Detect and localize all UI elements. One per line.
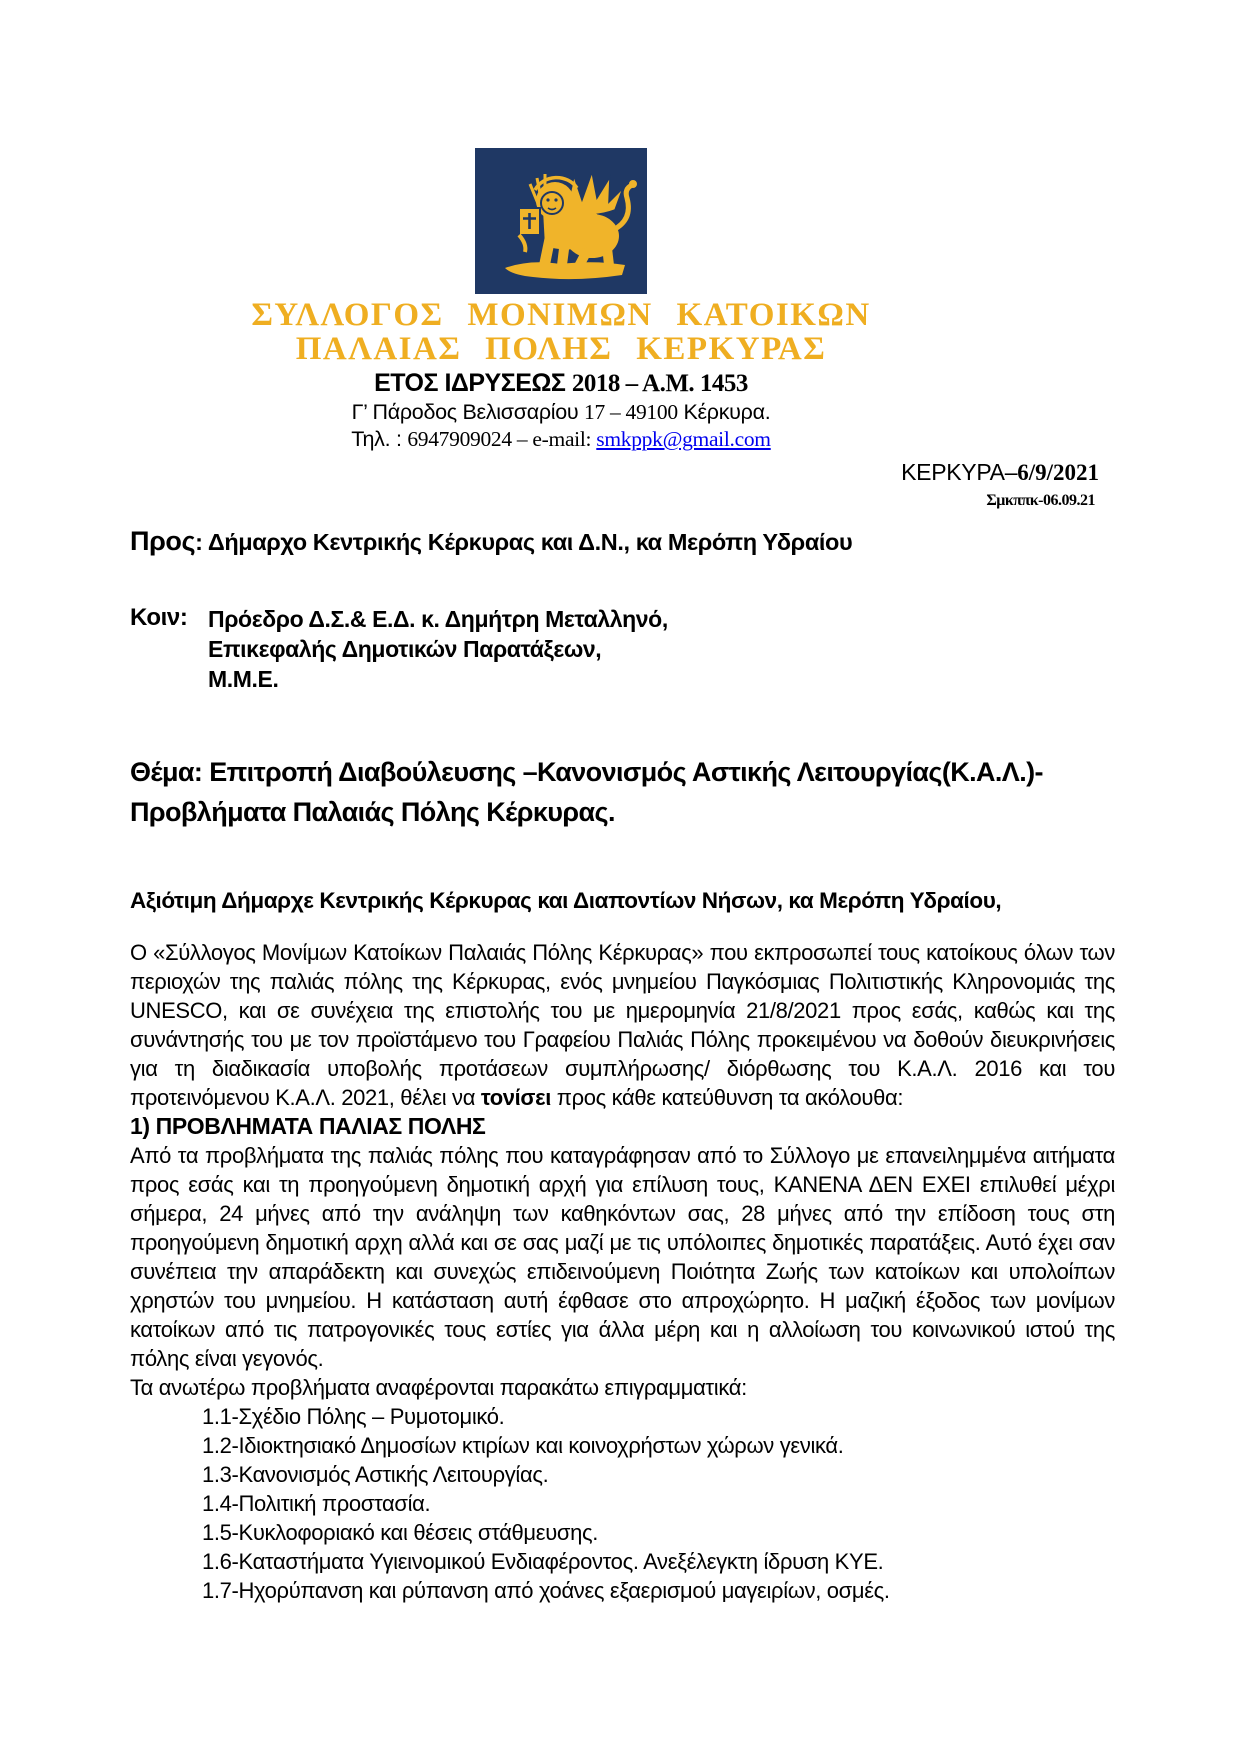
venetian-lion-flag-icon — [475, 148, 647, 294]
cc-line: Μ.Μ.Ε. — [208, 666, 279, 692]
list-item: 1.2-Ιδιοκτησιακό Δημοσίων κτιρίων και κοινοχρήστων χώρων γενικά. — [202, 1433, 844, 1458]
cc-values — [208, 604, 668, 694]
dateline — [130, 457, 1115, 491]
cc-line: Επικεφαλής Δημοτικών Παρατάξεων, — [208, 636, 602, 662]
founding-label: ΕΤΟΣ ΙΔΡΥΣΕΩΣ — [374, 369, 572, 397]
date-place: ΚΕΡΚΥΡΑ– — [901, 459, 1018, 485]
org-name-line2: ΠΑΛΑΙΑΣ ΠΟΛΗΣ ΚΕΡΚΥΡΑΣ — [295, 331, 827, 367]
body-paragraph-3: Τα ανωτέρω προβλήματα αναφέρονται παρακάτω επιγραμματικά: — [130, 1375, 747, 1400]
subject-heading: Θέμα: Επιτροπή Διαβούλευσης –Κανονισμός Αστικής Λειτουργίας(Κ.Α.Λ.)- Προβλήματα Παλαιάς Πόλης Κέρκυρας. — [130, 757, 1043, 827]
body-paragraph-2: Από τα προβλήματα της παλιάς πόλης που καταγράφησαν από το Σύλλογο με επανειλημμένα αιτήματα προς εσάς και τη προηγούμενη δημοτική αρχή για επίλυση τους, ΚΑΝΕΝΑ ΔΕΝ ΕΧΕΙ επιλυθεί μέχρι σήμερα, 24 μήνες από την ανάληψη των καθηκόντων σας, 28 μήνες από την επίδοση τους στη προηγούμενη δημοτική αρχη αλλά και σε σας μαζί με τις υπόλοιπες δημοτικές παρατάξεις. Αυτό έχει σαν συνέπεια την απαράδεκτη και συνεχώς επιδεινούμενη Ποιότητα Ζωής των κατοίκων και υπολοίπων χρηστών του μνημείου. Η κατάσταση αυτή έφθασε στο απροχώρητο. Η μαζική έξοδος των μονίμων κατοίκων από τις πατρογονικές τους εστίες για άλλα μέρη και η αλλοίωση του κοινωνικού ιστού της πόλης είναι γεγονός. — [130, 1143, 1115, 1371]
address-city: Κέρκυρα. — [677, 400, 771, 424]
paragraph-text: Ο «Σύλλογος Μονίμων Κατοίκων Παλαιάς Πόλης Κέρκυρας» που εκπροσωπεί τους κατοίκους όλων των περιοχών της παλιάς πόλης της Κέρκυρας, ενός μνημείου Παγκόσμιας Πολιτιστικής Κληρονομιάς της UNESCO, και σε συνέχεια της επιστολής του με ημερομηνία 21/8/2021 προς εσάς, καθώς και της συνάντησής του με τον προϊστάμενο του Γραφείου Παλιάς Πόλης προκειμένου να δοθούν διευκρινήσεις για τη διαδικασία υποβολής προτάσεων συμπλήρωσης/ διόρθωσης του Κ.Α.Λ. 2016 και του προτεινόμενου Κ.Α.Λ. 2021, θέλει να — [130, 940, 1115, 1110]
phone-number: 6947909024 – e-mail: — [407, 427, 597, 451]
list-item: 1.4-Πολιτική προστασία. — [202, 1491, 431, 1516]
phone-label: Τηλ. : — [351, 427, 408, 451]
email-link[interactable]: smkppk@gmail.com — [596, 427, 771, 451]
list-item: 1.1-Σχέδιο Πόλης – Ρυμοτομικό. — [202, 1404, 505, 1429]
address-line — [130, 399, 992, 426]
section-1-heading: 1) ΠΡΟΒΛΗΜΑΤΑ ΠΑΛΙΑΣ ΠΟΛΗΣ — [130, 1113, 486, 1139]
list-item: 1.3-Κανονισμός Αστικής Λειτουργίας. — [202, 1462, 549, 1487]
list-item: 1.7-Ηχορύπανση και ρύπανση από χοάνες εξαερισμού μαγειρίων, οσμές. — [202, 1578, 890, 1603]
org-name-line1: ΣΥΛΛΟΓΟΣ ΜΟΝΙΜΩΝ ΚΑΤΟΙΚΩΝ — [251, 297, 871, 333]
paragraph-text: προς κάθε κατεύθυνση τα ακόλουθα: — [551, 1085, 904, 1110]
contact-line — [130, 426, 992, 453]
founding-number: 2018 – Α.Μ. 1453 — [571, 370, 748, 397]
body-paragraph-1 — [130, 938, 1115, 1112]
recipient-to-line — [130, 523, 1115, 564]
address-number: 17 – 49100 — [584, 400, 678, 424]
address-street: Γ’ Πάροδος Βελισσαρίου — [351, 400, 585, 424]
cc-block — [130, 604, 1115, 694]
reference-line: Σμκππκ-06.09.21 — [986, 492, 1095, 509]
list-item: 1.5-Κυκλοφοριακό και θέσεις στάθμευσης. — [202, 1520, 599, 1545]
problems-list — [130, 1402, 1115, 1605]
date-value: 6/9/2021 — [1017, 460, 1099, 485]
cc-label: Κοιν: — [130, 604, 188, 631]
to-label: Προς — [130, 526, 196, 556]
letterhead — [130, 148, 992, 453]
founding-year-line — [130, 368, 992, 399]
cc-line: Πρόεδρο Δ.Σ.& Ε.Δ. κ. Δημήτρη Μεταλληνό, — [208, 606, 668, 632]
salutation: Αξιότιμη Δήμαρχε Κεντρικής Κέρκυρας και Διαποντίων Νήσων, κα Μερόπη Υδραίου, — [130, 888, 1002, 913]
list-item: 1.6-Καταστήματα Υγιεινομικού Ενδιαφέροντος. Ανεξέλεγκτη ίδρυση ΚΥΕ. — [202, 1549, 884, 1574]
emphasis-word: τονίσει — [480, 1085, 551, 1110]
to-value: : Δήμαρχο Κεντρικής Κέρκυρας και Δ.Ν., κα Μερόπη Υδραίου — [195, 529, 853, 555]
